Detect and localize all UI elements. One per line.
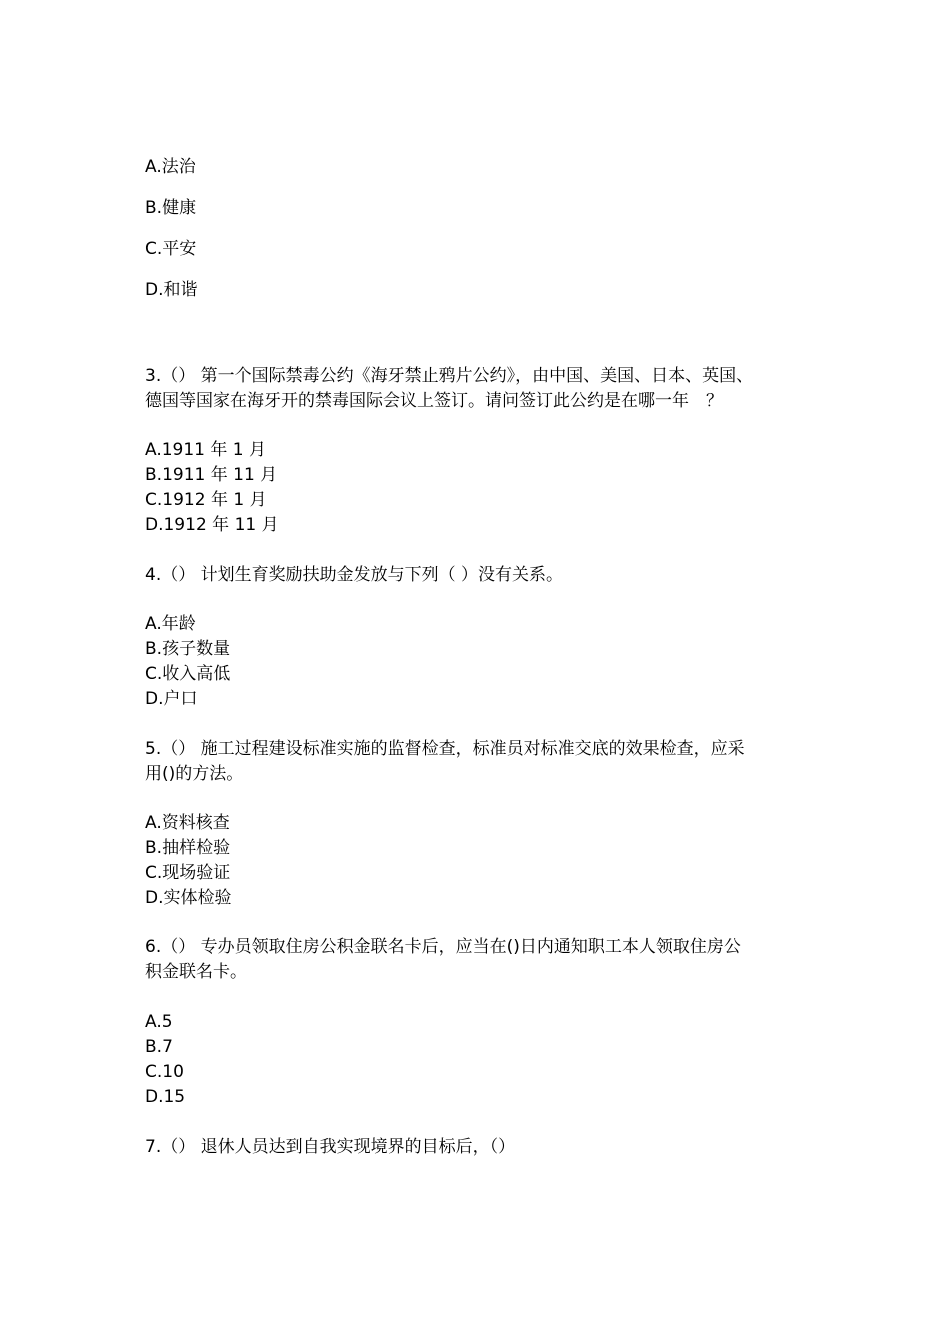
q4-option-d: D.户口 bbox=[145, 689, 198, 709]
prev-option-c: C.平安 bbox=[145, 239, 197, 259]
q6-option-b: B.7 bbox=[145, 1037, 173, 1057]
prev-option-a: A.法治 bbox=[145, 157, 196, 177]
q5-option-c: C.现场验证 bbox=[145, 863, 231, 883]
q7-text-line-1: 7.（） 退休人员达到自我实现境界的目标后，（） bbox=[145, 1137, 516, 1157]
q6-option-c: C.10 bbox=[145, 1062, 184, 1082]
q3-option-c: C.1912 年 1 月 bbox=[145, 490, 267, 510]
q4-option-a: A.年龄 bbox=[145, 614, 196, 634]
q5-option-a: A.资料核查 bbox=[145, 813, 230, 833]
q3-text-line-1: 3.（） 第一个国际禁毒公约《海牙禁止鸦片公约》，由中国、美国、日本、英国、 bbox=[145, 366, 754, 386]
q6-option-d: D.15 bbox=[145, 1087, 186, 1107]
q4-text-line-1: 4.（） 计划生育奖励扶助金发放与下列（ ）没有关系。 bbox=[145, 565, 564, 585]
prev-option-b: B.健康 bbox=[145, 198, 197, 218]
q3-option-b: B.1911 年 11 月 bbox=[145, 465, 278, 485]
q6-option-a: A.5 bbox=[145, 1012, 173, 1032]
q3-option-d: D.1912 年 11 月 bbox=[145, 515, 279, 535]
q6-text-line-2: 积金联名卡。 bbox=[145, 962, 247, 982]
q5-text-line-2: 用()的方法。 bbox=[145, 764, 244, 784]
q5-text-line-1: 5.（） 施工过程建设标准实施的监督检查，标准员对标准交底的效果检查，应采 bbox=[145, 739, 745, 759]
q5-option-b: B.抽样检验 bbox=[145, 838, 231, 858]
q3-option-a: A.1911 年 1 月 bbox=[145, 440, 267, 460]
q4-option-b: B.孩子数量 bbox=[145, 639, 231, 659]
q6-text-line-1: 6.（） 专办员领取住房公积金联名卡后，应当在()日内通知职工本人领取住房公 bbox=[145, 937, 741, 957]
q4-option-c: C.收入高低 bbox=[145, 664, 231, 684]
q3-text-line-2: 德国等国家在海牙开的禁毒国际会议上签订。请问签订此公约是在哪一年 ？ bbox=[145, 391, 723, 411]
prev-option-d: D.和谐 bbox=[145, 280, 198, 300]
q5-option-d: D.实体检验 bbox=[145, 888, 232, 908]
